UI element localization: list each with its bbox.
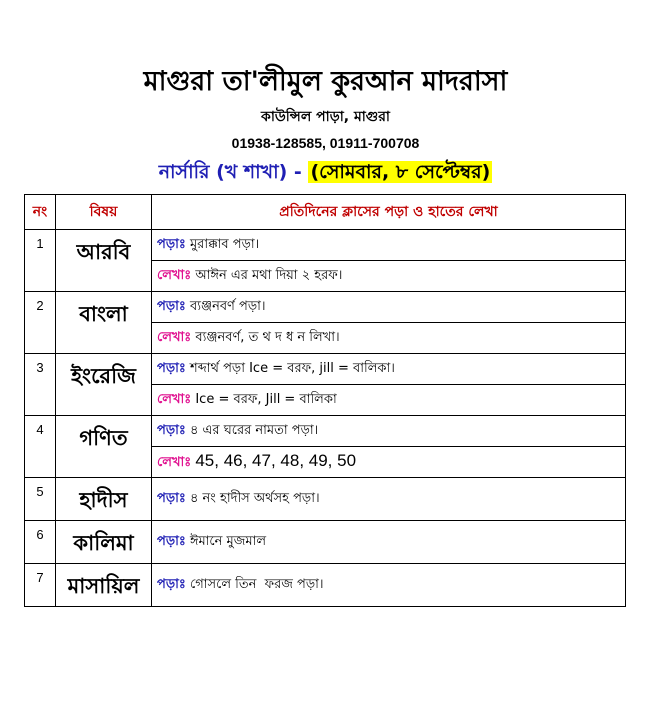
reading-cell bbox=[152, 521, 626, 564]
writing-cell bbox=[152, 385, 626, 416]
reading-cell bbox=[152, 354, 626, 385]
writing-cell bbox=[152, 261, 626, 292]
reading-text: ৪ এর ঘরের নামতা পড়া। bbox=[189, 422, 319, 438]
row-number: 3 bbox=[25, 354, 56, 416]
subject-name: বাংলা bbox=[56, 292, 152, 354]
write-label: লেখাঃ bbox=[157, 391, 192, 407]
row-number: 1 bbox=[25, 230, 56, 292]
writing-text: Ice = বরফ, Jill = বালিকা bbox=[195, 391, 337, 407]
reading-text: ঈমানে মুজমাল bbox=[189, 533, 267, 549]
read-label: পড়াঃ bbox=[157, 533, 186, 549]
write-label: লেখাঃ bbox=[157, 454, 192, 470]
read-label: পড়াঃ bbox=[157, 298, 186, 314]
table-header-row bbox=[25, 195, 626, 230]
header-details: প্রতিদিনের ক্লাসের পড়া ও হাতের লেখা bbox=[152, 195, 626, 230]
subject-name: ইংরেজি bbox=[56, 354, 152, 416]
row-number: 7 bbox=[25, 564, 56, 607]
writing-text: ব্যঞ্জনবর্ণ, ত থ দ ধ ন লিখা। bbox=[195, 329, 340, 345]
row-number: 5 bbox=[25, 478, 56, 521]
writing-text: 45, 46, 47, 48, 49, 50 bbox=[195, 450, 357, 470]
subject-name: হাদীস bbox=[56, 478, 152, 521]
table-row bbox=[25, 354, 626, 385]
read-label: পড়াঃ bbox=[157, 576, 186, 592]
table-row bbox=[25, 230, 626, 261]
reading-text: ৪ নং হাদীস অর্থসহ পড়া। bbox=[189, 490, 320, 506]
reading-text: গোসলে তিন ফরজ পড়া। bbox=[189, 576, 324, 592]
table-row bbox=[25, 416, 626, 447]
table-row bbox=[25, 292, 626, 323]
reading-cell bbox=[152, 478, 626, 521]
write-label: লেখাঃ bbox=[157, 267, 192, 283]
schedule-table bbox=[24, 194, 626, 607]
reading-cell bbox=[152, 416, 626, 447]
reading-text: মুরাক্কাব পড়া। bbox=[189, 236, 260, 252]
read-label: পড়াঃ bbox=[157, 490, 186, 506]
read-label: পড়াঃ bbox=[157, 360, 186, 376]
writing-cell bbox=[152, 323, 626, 354]
subject-name: কালিমা bbox=[56, 521, 152, 564]
table-row bbox=[25, 521, 626, 564]
class-line bbox=[0, 158, 651, 186]
class-separator: - bbox=[287, 161, 309, 183]
table-row bbox=[25, 478, 626, 521]
write-label: লেখাঃ bbox=[157, 329, 192, 345]
reading-text: ব্যঞ্জনবর্ণ পড়া। bbox=[189, 298, 266, 314]
subject-name: গণিত bbox=[56, 416, 152, 478]
row-number: 2 bbox=[25, 292, 56, 354]
reading-cell bbox=[152, 564, 626, 607]
phone-numbers: 01938-128585, 01911-700708 bbox=[231, 135, 420, 151]
reading-text: শব্দার্থ পড়া Ice = বরফ, jill = বালিকা। bbox=[185, 360, 395, 376]
row-number: 4 bbox=[25, 416, 56, 478]
writing-text: আঈন এর মথা দিয়া ২ হরফ। bbox=[195, 267, 343, 283]
class-name: নার্সারি (খ শাখা) bbox=[158, 161, 288, 183]
madrasa-address: কাউন্সিল পাড়া, মাগুরা bbox=[261, 109, 390, 125]
reading-cell bbox=[152, 230, 626, 261]
read-label: পড়াঃ bbox=[157, 236, 186, 252]
header bbox=[0, 62, 651, 186]
row-number: 6 bbox=[25, 521, 56, 564]
table-row bbox=[25, 564, 626, 607]
subject-name: মাসায়িল bbox=[56, 564, 152, 607]
madrasa-title: মাগুরা তা'লীমুল কুরআন মাদরাসা bbox=[143, 66, 508, 97]
class-date: (সোমবার, ৮ সেপ্টেম্বর) bbox=[310, 161, 491, 183]
reading-cell bbox=[152, 292, 626, 323]
header-no: নং bbox=[25, 195, 56, 230]
read-label: পড়াঃ bbox=[157, 422, 186, 438]
writing-cell bbox=[152, 447, 626, 478]
subject-name: আরবি bbox=[56, 230, 152, 292]
header-subject: বিষয় bbox=[56, 195, 152, 230]
